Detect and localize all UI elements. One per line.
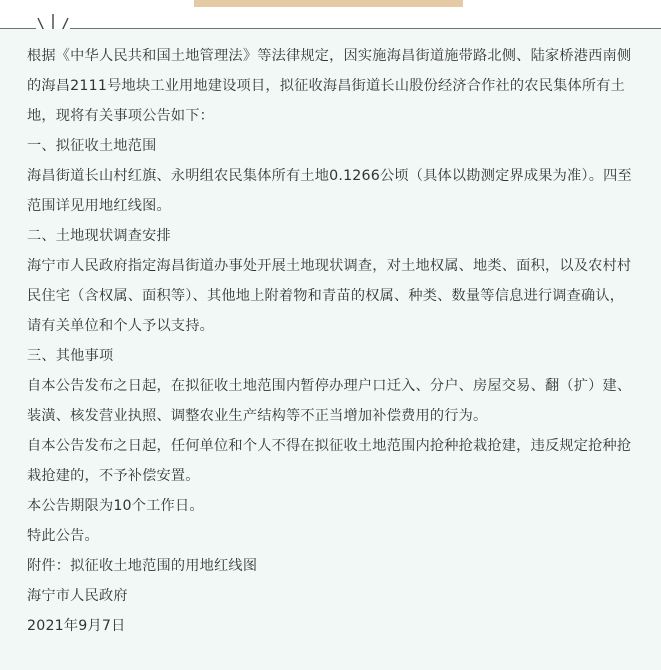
section3-body-1: 自本公告发布之日起，在拟征收土地范围内暂停办理户口迁入、分户、房屋交易、翻（扩）建、装潢、核发营业执照、调整农业生产结构等不正当增加补偿费用的行为。 xyxy=(27,378,632,424)
notice-content xyxy=(27,41,637,641)
section2-title: 二、土地现状调查安排 xyxy=(27,228,171,244)
attachment-line: 附件：拟征收土地范围的用地红线图 xyxy=(27,558,258,574)
closing-line: 特此公告。 xyxy=(27,528,99,544)
section1-title: 一、拟征收土地范围 xyxy=(27,138,157,154)
intro-paragraph: 根据《中华人民共和国土地管理法》等法律规定，因实施海昌街道施带路北侧、陆家桥港西南侧的海昌2111号地块工业用地建设项目，拟征收海昌街道长山股份经济合作社的农民集体所有土地，现将有关事项公告如下： xyxy=(27,48,632,124)
section3-body-2: 自本公告发布之日起，任何单位和个人不得在拟征收土地范围内抢种抢栽抢建，违反规定抢种抢栽抢建的，不予补偿安置。 xyxy=(27,438,632,484)
section2-body: 海宁市人民政府指定海昌街道办事处开展土地现状调查，对土地权属、地类、面积，以及农村村民住宅（含权属、面积等）、其他地上附着物和青苗的权属、种类、数量等信息进行调查确认，请有关单位和个人予以支持。 xyxy=(27,258,632,334)
section1-body: 海昌街道长山村红旗、永明组农民集体所有土地0.1266公顷（具体以勘测定界成果为准）。四至范围详见用地红线图。 xyxy=(27,168,632,214)
issue-date: 2021年9月7日 xyxy=(27,618,126,634)
section3-title: 三、其他事项 xyxy=(27,348,114,364)
notice-period: 本公告期限为10个工作日。 xyxy=(27,498,204,514)
issuer-name: 海宁市人民政府 xyxy=(27,588,128,604)
